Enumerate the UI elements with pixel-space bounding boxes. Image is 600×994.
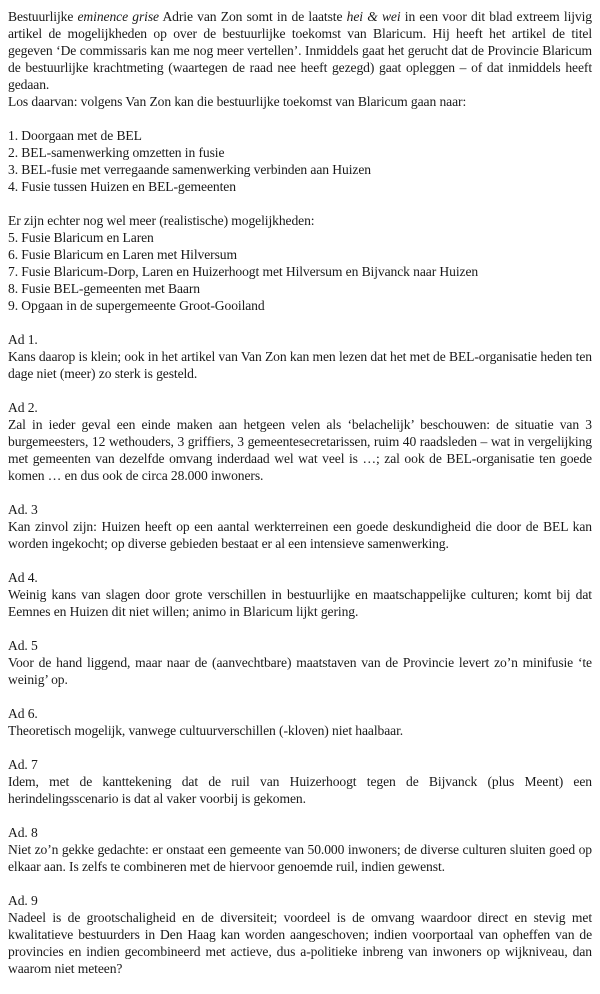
intro-emphasis-eminence-grise: eminence grise	[77, 9, 159, 24]
spacer	[8, 195, 592, 212]
section-body: Nadeel is de grootschaligheid en de diversiteit; voordeel is de omvang waardoor direct en stevig met kwalitatieve bestuurders in Den Haag kan worden aangeschoven; indien voorportaal van opheffen van de provincies en indien gecombineerd met actieve, dus a-politieke inbreng van inwoners op wijkniveau, dan waarom niet meteen?	[8, 910, 592, 976]
intro-emphasis-hei-wei: hei & wei	[346, 9, 401, 24]
option-item: 8. Fusie BEL-gemeenten met Baarn	[8, 281, 200, 296]
section-ad-6	[8, 705, 592, 739]
section-ad-3	[8, 501, 592, 552]
section-body: Kan zinvol zijn: Huizen heeft op een aantal werkterreinen een goede deskundigheid die door de BEL kan worden ingekocht; op diverse gebieden bestaat er al een intensieve samenwerking.	[8, 519, 592, 551]
option-item: 5. Fusie Blaricum en Laren	[8, 230, 154, 245]
option-item: 7. Fusie Blaricum-Dorp, Laren en Huizerhoogt met Hilversum en Bijvanck naar Huizen	[8, 264, 479, 279]
option-item: 9. Opgaan in de supergemeente Groot-Gooiland	[8, 298, 265, 313]
section-ad-1	[8, 331, 592, 382]
more-options-lead: Er zijn echter nog wel meer (realistische) mogelijkheden:	[8, 213, 315, 228]
section-body: Voor de hand liggend, maar naar de (aanvechtbare) maatstaven van de Provincie levert zo’n minifusie ‘te weinig’ op.	[8, 655, 592, 687]
section-ad-2	[8, 399, 592, 484]
section-body: Idem, met de kanttekening dat de ruil van Huizerhoogt tegen de Bijvanck (plus Meent) een herindelingsscenario is dat al vaker voorbij is gekomen.	[8, 774, 592, 806]
section-heading: Ad. 3	[8, 502, 38, 517]
options-list-more	[8, 229, 592, 314]
option-item: 6. Fusie Blaricum en Laren met Hilversum	[8, 247, 237, 262]
option-item: 3. BEL-fusie met verregaande samenwerking verbinden aan Huizen	[8, 162, 371, 177]
intro-paragraph	[8, 8, 592, 93]
intro-text-2: Adrie van Zon somt in de laatste	[158, 9, 347, 24]
section-body: Kans daarop is klein; ook in het artikel van Van Zon kan men lezen dat het met de BEL-organisatie heden ten dage niet (meer) zo sterk is gesteld.	[8, 349, 592, 381]
section-heading: Ad. 5	[8, 638, 38, 653]
options-list-vanzon	[8, 127, 592, 195]
section-heading: Ad. 7	[8, 757, 38, 772]
section-ad-7	[8, 756, 592, 807]
spacer	[8, 110, 592, 127]
section-body: Weinig kans van slagen door grote verschillen in bestuurlijke en maatschappelijke culturen; komt bij dat Eemnes en Huizen dit niet willen; animo in Blaricum lijkt gering.	[8, 587, 592, 619]
section-heading: Ad. 8	[8, 825, 38, 840]
section-ad-9	[8, 892, 592, 977]
section-ad-5	[8, 637, 592, 688]
intro-text-1: Bestuurlijke	[8, 9, 78, 24]
section-ad-8	[8, 824, 592, 875]
intro-text-3: in een voor dit blad extreem lijvig artikel de mogelijkheden op over de bestuurlijke toekomst van Blaricum. Hij heeft het artikel de titel gegeven ‘De commissaris kan me nog meer vertellen’. Inmiddels gaat het gerucht dat de Provincie Blaricum de bestuurlijke krachtmeting (waartegen de raad nee heeft gezegd) gaat opleggen – of dat inmiddels heeft gedaan.	[8, 9, 592, 92]
section-body: Zal in ieder geval een einde maken aan hetgeen velen als ‘belachelijk’ beschouwen: de situatie van 3 burgemeesters, 12 wethouders, 3 griffiers, 3 gemeentesecretarissen, ruim 40 raadsleden – wat in vergelijking met gemeenten van dezelfde omvang inderdaad wel wat veel is …; zal ook de BEL-organisatie ten goede komen … en dus ook de circa 28.000 inwoners.	[8, 417, 592, 483]
section-heading: Ad 1.	[8, 332, 38, 347]
option-item: 1. Doorgaan met de BEL	[8, 128, 142, 143]
section-heading: Ad 2.	[8, 400, 38, 415]
section-body: Niet zo’n gekke gedachte: er onstaat een gemeente van 50.000 inwoners; de diverse culturen sluiten goed op elkaar aan. Is zelfs te combineren met de hiervoor genoemde ruil, indien gewenst.	[8, 842, 592, 874]
intro-lead: Los daarvan: volgens Van Zon kan die bestuurlijke toekomst van Blaricum gaan naar:	[8, 94, 467, 109]
section-heading: Ad 6.	[8, 706, 38, 721]
section-body: Theoretisch mogelijk, vanwege cultuurverschillen (-kloven) niet haalbaar.	[8, 723, 404, 738]
section-ad-4	[8, 569, 592, 620]
section-heading: Ad. 9	[8, 893, 38, 908]
section-heading: Ad 4.	[8, 570, 38, 585]
option-item: 4. Fusie tussen Huizen en BEL-gemeenten	[8, 179, 236, 194]
option-item: 2. BEL-samenwerking omzetten in fusie	[8, 145, 225, 160]
